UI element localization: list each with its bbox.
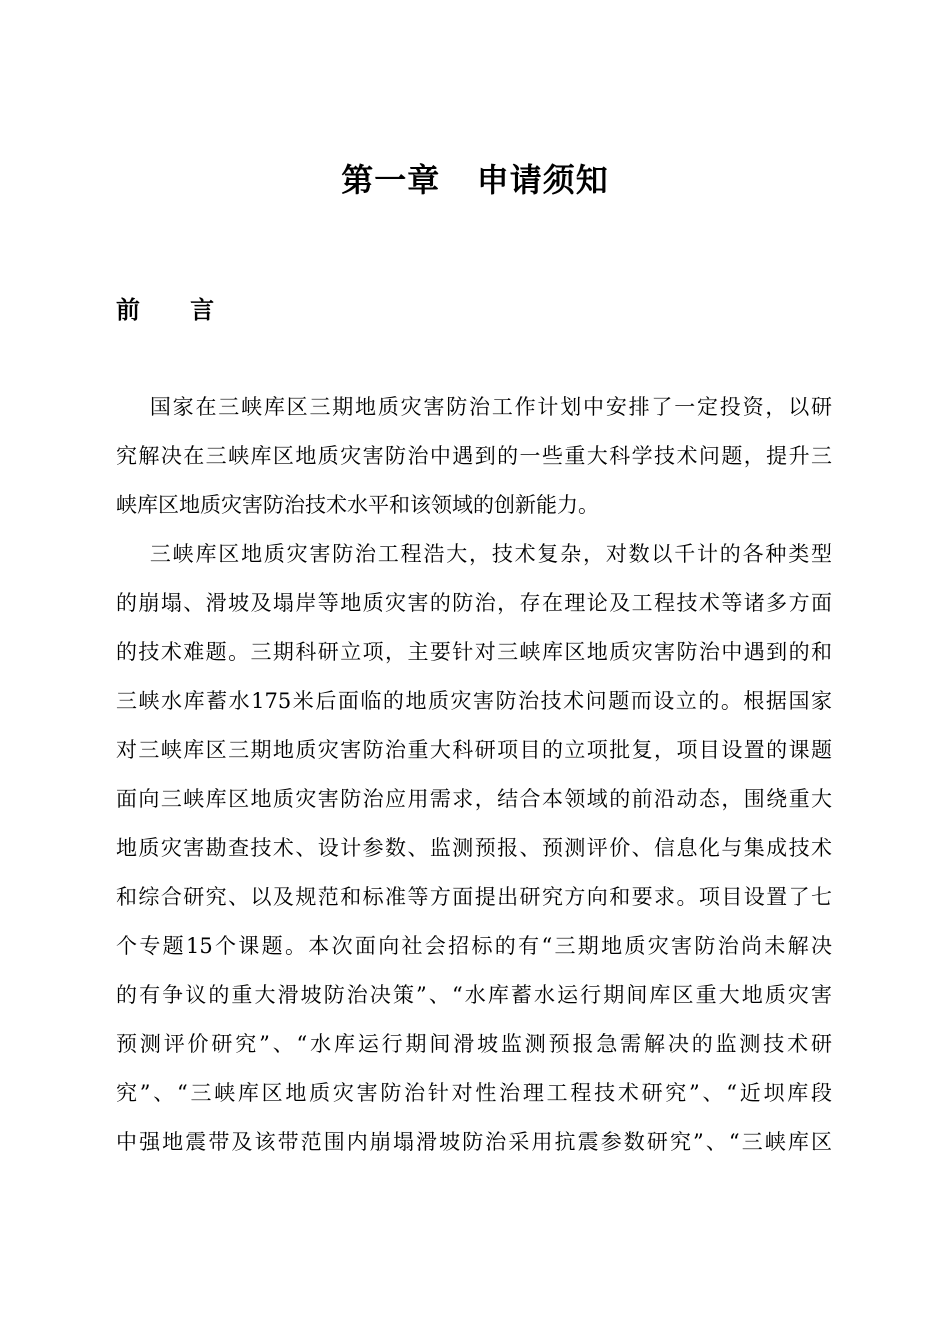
section-heading: 前 言 [116, 296, 215, 324]
text-line: 究”、“三峡库区地质灾害防治针对性治理工程技术研究”、“近坝库段 [116, 1081, 832, 1105]
text-line: 中强地震带及该带范围内崩塌滑坡防治采用抗震参数研究”、“三峡库区 [116, 1130, 832, 1154]
text-line: 三峡库区地质灾害防治工程浩大，技术复杂，对数以千计的各种类型 [116, 542, 832, 566]
text-line: 面向三峡库区地质灾害防治应用需求，结合本领域的前沿动态，围绕重大 [116, 787, 832, 811]
text-line: 的技术难题。三期科研立项，主要针对三峡库区地质灾害防治中遇到的和 [116, 640, 832, 664]
text-line: 地质灾害勘查技术、设计参数、监测预报、预测评价、信息化与集成技术 [116, 836, 832, 860]
text-line: 峡库区地质灾害防治技术水平和该领域的创新能力。 [116, 493, 599, 517]
text-line: 国家在三峡库区三期地质灾害防治工作计划中安排了一定投资，以研 [116, 395, 832, 419]
text-line: 三峡水库蓄水175米后面临的地质灾害防治技术问题而设立的。根据国家 [116, 689, 832, 713]
text-line: 对三峡库区三期地质灾害防治重大科研项目的立项批复，项目设置的课题 [116, 738, 832, 762]
text-line: 的崩塌、滑坡及塌岸等地质灾害的防治，存在理论及工程技术等诸多方面 [116, 591, 832, 615]
text-line: 预测评价研究”、“水库运行期间滑坡监测预报急需解决的监测技术研 [116, 1032, 832, 1056]
text-line: 的有争议的重大滑坡防治决策”、“水库蓄水运行期间库区重大地质灾害 [116, 983, 832, 1007]
body-text [116, 383, 832, 1167]
text-line: 究解决在三峡库区地质灾害防治中遇到的一些重大科学技术问题，提升三 [116, 444, 832, 468]
paragraph-2 [116, 530, 832, 1167]
text-line: 和综合研究、以及规范和标准等方面提出研究方向和要求。项目设置了七 [116, 885, 832, 909]
chapter-title: 第一章 申请须知 [341, 161, 609, 199]
text-line: 个专题15个课题。本次面向社会招标的有“三期地质灾害防治尚未解决 [116, 934, 832, 958]
paragraph-1 [116, 383, 832, 530]
